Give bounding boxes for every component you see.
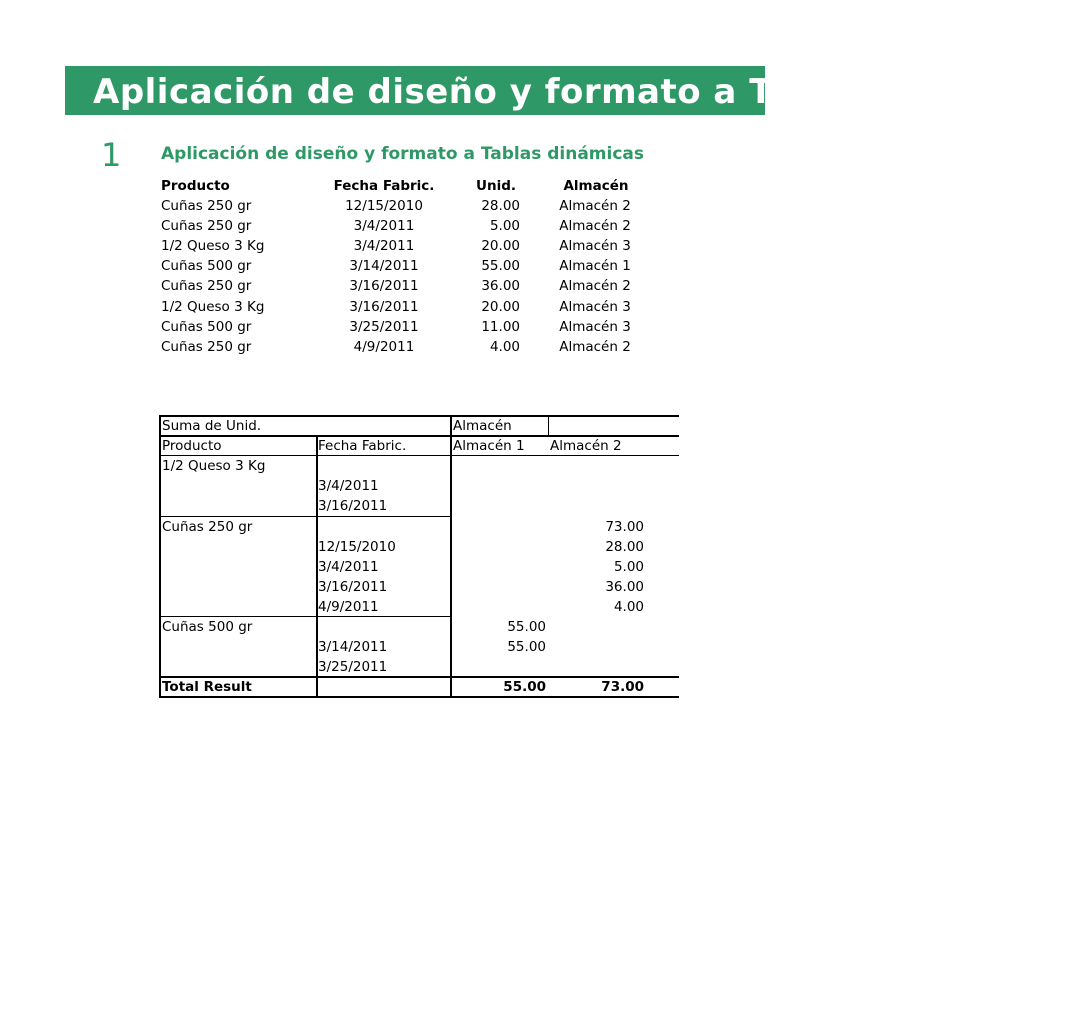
- header-almacen: Almacén: [563, 178, 629, 194]
- pivot-header-bottom: [159, 455, 679, 456]
- cell-almacen: Almacén 3: [559, 318, 631, 335]
- pivot-date-label: 3/14/2011: [318, 639, 388, 656]
- pivot-table: [159, 415, 679, 697]
- pivot-date-label: 3/16/2011: [318, 578, 388, 595]
- cell-unid: 55.00: [481, 258, 520, 275]
- pivot-subtotal-almacen2: 73.00: [605, 518, 644, 535]
- pivot-date-label: 3/4/2011: [318, 478, 379, 495]
- cell-fecha: 3/4/2011: [353, 218, 415, 235]
- title-banner: [65, 66, 1084, 115]
- section-title: Aplicación de diseño y formato a Tablas dinámicas: [161, 144, 645, 164]
- cell-producto: Cuñas 500 gr: [161, 318, 252, 335]
- cell-almacen: Almacén 2: [559, 338, 631, 355]
- cell-producto: 1/2 Queso 3 Kg: [161, 298, 265, 315]
- pivot-total-almacen2: 73.00: [601, 679, 644, 696]
- header-fecha: Fecha Fabric.: [333, 178, 435, 194]
- pivot-group-separator: [159, 516, 451, 517]
- pivot-col-header-almacen1: Almacén 1: [453, 438, 525, 454]
- pivot-total-separator: [159, 676, 679, 678]
- pivot-value-almacen2: 28.00: [605, 538, 644, 555]
- cell-fecha: 3/16/2011: [349, 298, 419, 315]
- pivot-group-separator: [159, 616, 451, 617]
- page-title: Aplicación de diseño y formato a Tablas dinámicas: [93, 72, 1084, 112]
- cell-fecha: 12/15/2010: [345, 198, 423, 215]
- cell-unid: 20.00: [481, 238, 520, 255]
- pivot-value-almacen2: 36.00: [605, 578, 644, 595]
- cell-fecha: 3/16/2011: [349, 278, 419, 295]
- pivot-total-label: Total Result: [162, 679, 252, 696]
- cell-almacen: Almacén 3: [559, 298, 631, 315]
- pivot-header-col-separator: [548, 415, 549, 435]
- cell-unid: 11.00: [481, 318, 520, 335]
- cell-almacen: Almacén 2: [559, 198, 631, 215]
- header-unid: Unid.: [476, 178, 516, 194]
- cell-producto: Cuñas 250 gr: [161, 338, 252, 355]
- cell-unid: 28.00: [481, 198, 520, 215]
- header-producto: Producto: [161, 178, 230, 194]
- pivot-subtotal-almacen1: 55.00: [507, 619, 546, 635]
- cell-fecha: 3/4/2011: [353, 238, 415, 255]
- pivot-border-left: [159, 415, 161, 697]
- pivot-product-label: 1/2 Queso 3 Kg: [162, 458, 266, 475]
- pivot-data-field: Suma de Unid.: [162, 418, 262, 434]
- pivot-value-almacen1: 55.00: [507, 639, 546, 656]
- pivot-date-label: 12/15/2010: [318, 538, 396, 555]
- pivot-col-header-almacen2: Almacén 2: [550, 438, 622, 454]
- cell-unid: 20.00: [481, 298, 520, 315]
- pivot-row-header-fecha: Fecha Fabric.: [318, 438, 407, 454]
- cell-almacen: Almacén 3: [559, 238, 631, 255]
- pivot-total-almacen1: 55.00: [503, 679, 546, 696]
- cell-unid: 4.00: [489, 338, 520, 355]
- cell-producto: 1/2 Queso 3 Kg: [161, 238, 265, 255]
- pivot-row-header-producto: Producto: [162, 438, 222, 454]
- cell-producto: Cuñas 500 gr: [161, 258, 252, 275]
- pivot-border-bottom: [159, 696, 679, 698]
- section-number: 1: [101, 136, 122, 174]
- cell-almacen: Almacén 1: [559, 258, 631, 275]
- cell-fecha: 3/25/2011: [349, 318, 419, 335]
- pivot-product-label: Cuñas 250 gr: [162, 518, 253, 535]
- cell-unid: 36.00: [481, 278, 520, 295]
- pivot-date-label: 4/9/2011: [318, 598, 379, 615]
- cell-almacen: Almacén 2: [559, 218, 631, 235]
- cell-almacen: Almacén 2: [559, 278, 631, 295]
- pivot-col-separator-1: [316, 435, 318, 696]
- cell-producto: Cuñas 250 gr: [161, 278, 252, 295]
- cell-fecha: 4/9/2011: [353, 338, 415, 355]
- cell-unid: 5.00: [489, 218, 520, 235]
- pivot-date-label: 3/16/2011: [318, 498, 388, 515]
- cell-fecha: 3/14/2011: [349, 258, 419, 275]
- cell-producto: Cuñas 250 gr: [161, 218, 252, 235]
- pivot-border-top: [159, 415, 679, 417]
- pivot-date-label: 3/25/2011: [318, 659, 388, 676]
- pivot-col-separator-2: [450, 415, 452, 697]
- cell-producto: Cuñas 250 gr: [161, 198, 252, 215]
- pivot-value-almacen2: 4.00: [613, 598, 644, 615]
- pivot-column-field: Almacén: [453, 418, 512, 434]
- pivot-value-almacen2: 5.00: [613, 558, 644, 575]
- pivot-date-label: 3/4/2011: [318, 558, 379, 575]
- pivot-header-separator: [159, 435, 679, 437]
- pivot-product-label: Cuñas 500 gr: [162, 619, 253, 635]
